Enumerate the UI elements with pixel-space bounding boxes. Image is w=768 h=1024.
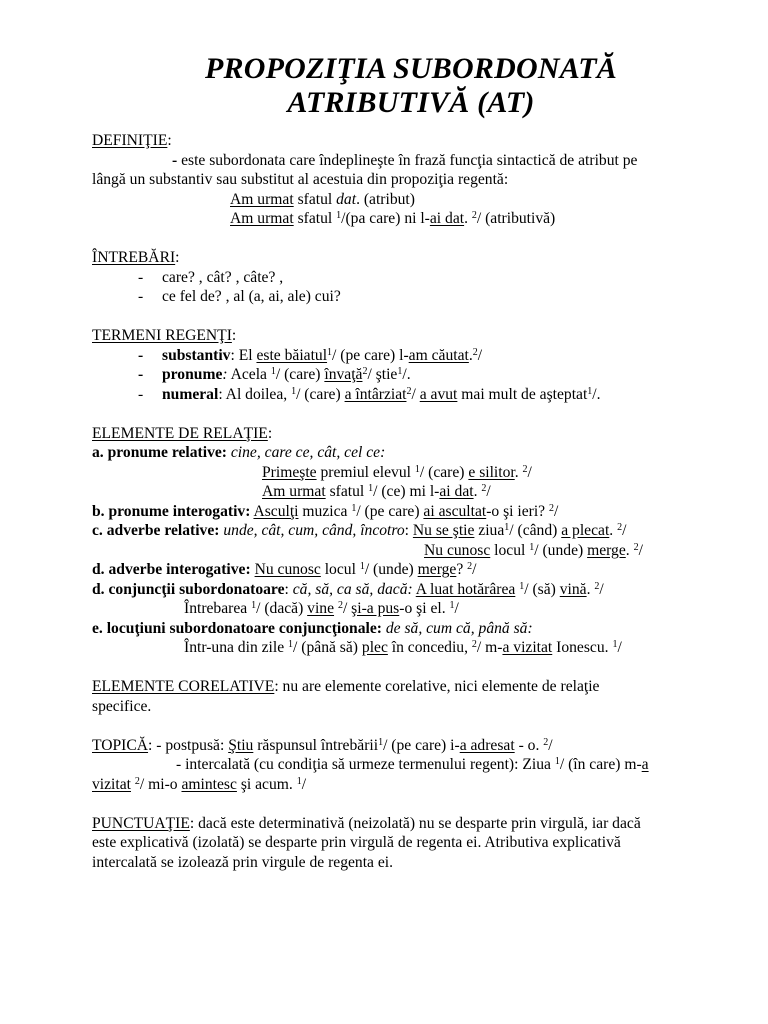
relatie-a-example-1: Primeşte premiul elevul $^1$/ (care) e silitor. $^2$/ [262,463,532,481]
definitie-example-2: Am urmat sfatul $^1$/(pa care) ni l-ai dat. $^2$/ (atributivă) [230,210,556,227]
definitie-example-1: Am urmat sfatul dat. (atribut) [230,190,415,208]
topica-line-2: - intercalată (cu condiţia să urmeze termenului regent): Ziua $^1$/ (în care) m-a [176,756,649,773]
relatie-heading: ELEMENTE DE RELAŢIE [92,424,268,442]
termeni-heading-line: TERMENI REGENŢI: [92,327,237,344]
relatie-d2: d. conjuncţii subordonatoare: că, să, ca să, dacă: A luat hotărârea $^1$/ (să) vină. $^2$/ [92,580,604,598]
relatie-b: b. pronume interogativ: Asculţi muzica $^1$/ (pe care) ai ascultat-o şi ieri? $^2$/ [92,502,559,520]
relatie-a-example-2: Am urmat sfatul $^1$/ (ce) mi l-ai dat. $^2$/ [262,483,491,500]
termeni-heading: TERMENI REGENŢI [92,327,232,344]
termeni-pronume: - pronume: Acela $^1$/ (care) învaţă$^2$/ ştie$^1$/. [138,366,411,383]
relatie-heading-line: ELEMENTE DE RELAŢIE: [92,424,273,442]
relatie-c-example: Nu cunosc locul $^1$/ (unde) merge. $^2$/ [424,541,643,559]
punctuatie-line-1: PUNCTUAŢIE: dacă este determinativă (neizolată) nu se desparte prin virgulă, iar dacă [92,814,641,832]
title-line-1: PROPOZIŢIA SUBORDONATĂ [205,52,617,85]
topica-line-1: TOPICĂ: - postpusă: Ştiu răspunsul întrebării$^1$/ (pe care) i-a adresat - o. $^2$/ [92,736,553,754]
termeni-substantiv: - substantiv: El este băiatul$^1$/ (pe care) l-am căutat.$^2$/ [138,346,483,364]
definitie-heading-line: DEFINIŢIE: [92,132,172,149]
intrebari-item-1: - care? , cât? , câte? , [138,268,284,286]
termeni-numeral: - numeral: Al doilea, $^1$/ (care) a întârziat$^2$/ a avut mai mult de aşteptat$^1$/. [138,385,601,403]
intrebari-heading-line: ÎNTREBĂRI: [92,249,180,266]
definitie-text-1: - este subordonata care îndeplineşte în frază funcţia sintactică de atribut pe [172,151,638,169]
relatie-e-example: Într-una din zile $^1$/ (până să) plec în concediu, $^2$/ m-a vizitat Ionescu. $^1$/ [184,639,622,656]
corelative-heading: ELEMENTE CORELATIVE [92,678,275,695]
definitie-text-2: lângă un substantiv sau substitut al acestuia din propoziţia regentă: [92,171,509,188]
relatie-d1: d. adverbe interogative: Nu cunosc locul $^1$/ (unde) merge? $^2$/ [92,561,477,578]
definitie-heading: DEFINIŢIE [92,132,168,149]
corelative-line-1: ELEMENTE CORELATIVE: nu are elemente corelative, nici elemente de relaţie [92,678,600,695]
relatie-d2-example: Întrebarea $^1$/ (dacă) vine $^2$/ şi-a pus-o şi el. $^1$/ [184,600,459,617]
relatie-a: a. pronume relative: cine, care ce, cât, cel ce: [92,444,386,461]
page-title [92,52,730,120]
corelative-line-2: specifice. [92,697,152,715]
topica-heading: TOPICĂ [92,736,149,754]
intrebari-item-2: - ce fel de? , al (a, ai, ale) cui? [138,288,341,305]
punctuatie-heading: PUNCTUAŢIE [92,814,190,832]
topica-line-3: vizitat $^2$/ mi-o amintesc şi acum. $^1$/ [92,775,307,793]
punctuatie-line-2: este explicativă (izolată) se desparte prin virgulă de regenta ei. Atributiva explicativă [92,834,621,851]
relatie-e: e. locuţiuni subordonatoare conjuncţionale: de să, cum că, până să: [92,619,533,637]
document-body [92,131,730,872]
punctuatie-line-3: intercalată se izolează prin virgule de regenta ei. [92,853,394,871]
intrebari-heading: ÎNTREBĂRI [92,249,176,266]
title-line-2: ATRIBUTIVĂ (AT) [287,86,535,119]
document-page [92,52,730,872]
relatie-c: c. adverbe relative: unde, cât, cum, când, încotro: Nu se ştie ziua$^1$/ (când) a plecat. $^2$/ [92,522,627,539]
